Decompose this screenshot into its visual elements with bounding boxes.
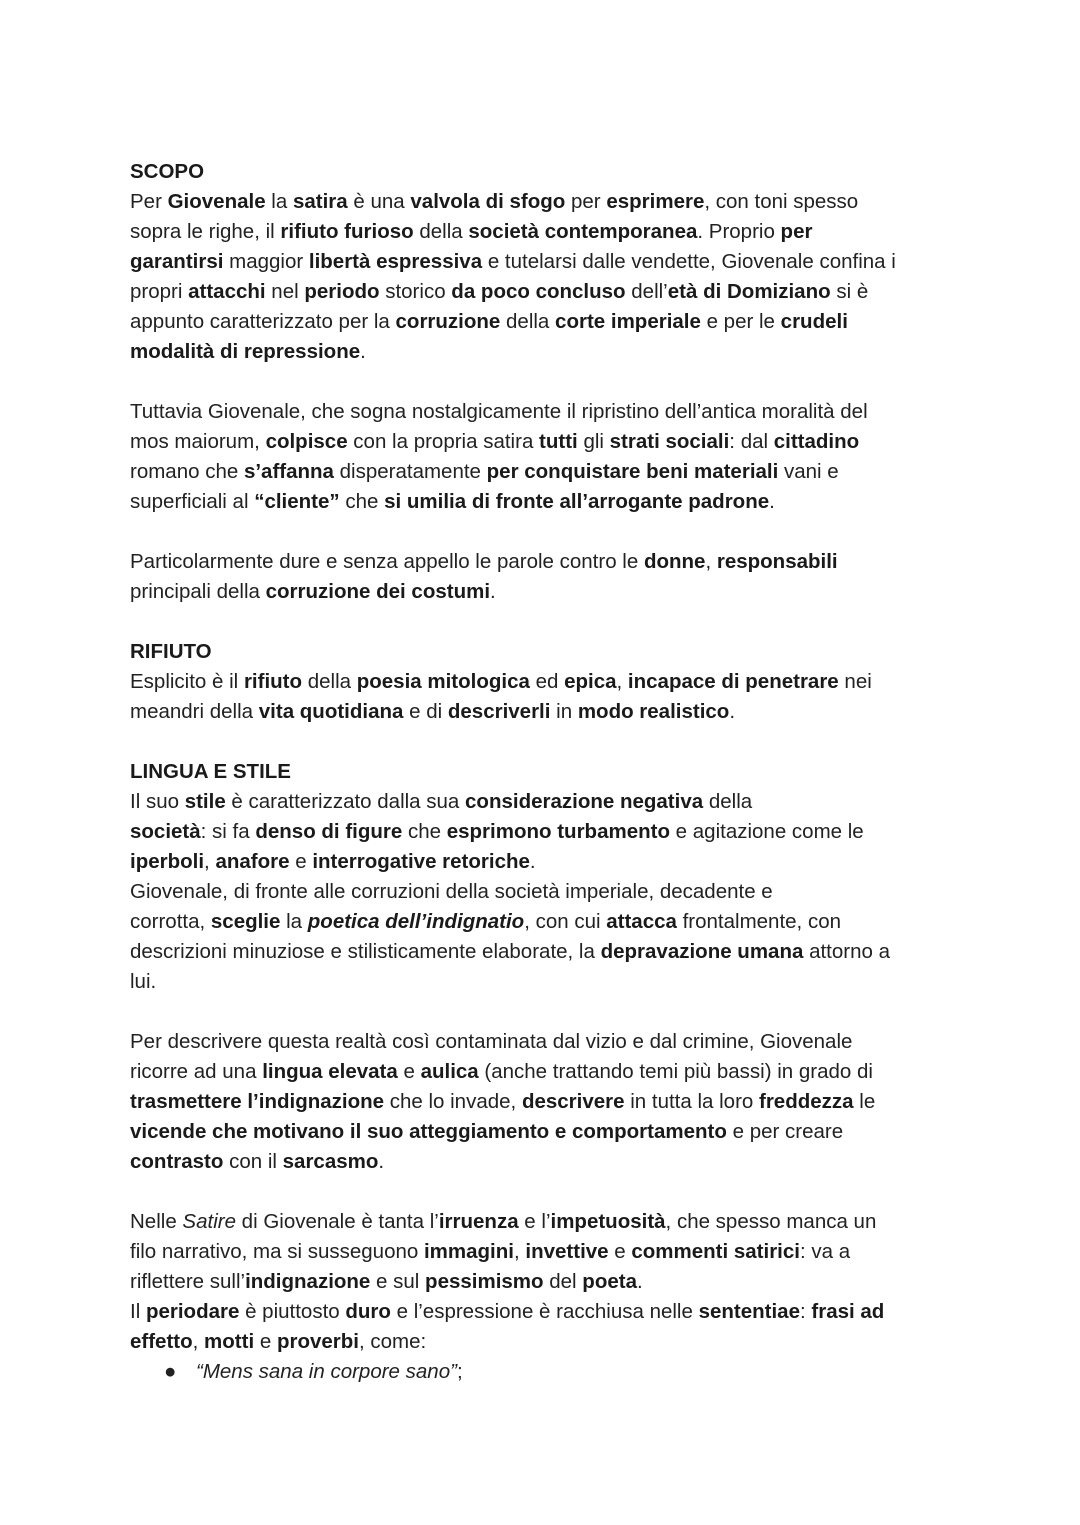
emphasis-text: “cliente” xyxy=(254,490,340,513)
section-heading-rifiuto: RIFIUTO xyxy=(130,640,212,663)
emphasis-text: frasi ad effetto xyxy=(130,1300,885,1353)
emphasis-text: Giovenale xyxy=(167,190,266,213)
list-item xyxy=(130,1357,960,1387)
emphasis-text: stile xyxy=(184,790,226,813)
emphasis-text: corruzione dei costumi xyxy=(265,580,491,603)
emphasis-text: attacca xyxy=(606,910,677,933)
emphasis-text: incapace di penetrare xyxy=(627,670,839,693)
paragraph: Tuttavia Giovenale, che sogna nostalgicamente il ripristino dell’antica moralità del mos maiorum, colpisce con la propria satira tutti gli strati sociali: dal cittadino romano che s’affanna disperatamente per conquistare beni materiali vani e superficiali al “cliente” che si umilia di fronte all’arrogante padrone. xyxy=(130,400,868,513)
paragraph: Particolarmente dure e senza appello le parole contro le donne, responsabili principali della corruzione dei costumi. xyxy=(130,550,838,603)
emphasis-text: descriverli xyxy=(447,700,551,723)
emphasis-text: trasmettere l’indignazione xyxy=(130,1090,385,1113)
emphasis-text: poeta xyxy=(582,1270,637,1293)
emphasis-text: cittadino xyxy=(773,430,860,453)
italic-text: Satire xyxy=(182,1210,236,1233)
paragraph: Nelle Satire di Giovenale è tanta l’irruenza e l’impetuosità, che spesso manca un filo narrativo, ma si susseguono immagini, invettive e commenti satirici: va a riflettere sull’indignazione e sul pessimismo del poeta. Il periodare è piuttosto duro e l’espressione è racchiusa nelle sententiae: frasi ad effetto, motti e proverbi, come: xyxy=(130,1210,885,1353)
emphasis-text: per garantirsi xyxy=(130,220,813,273)
emphasis-text: vicende che motivano il suo atteggiamento e comportamento xyxy=(130,1120,727,1143)
emphasis-text: considerazione negativa xyxy=(465,790,704,813)
paragraph-spacer xyxy=(130,517,960,547)
emphasis-text: corruzione xyxy=(395,310,501,333)
emphasis-text: freddezza xyxy=(759,1090,854,1113)
emphasis-text: vita quotidiana xyxy=(258,700,404,723)
emphasis-text: esprimere xyxy=(606,190,705,213)
emphasis-text: motti xyxy=(204,1330,255,1353)
paragraph-spacer xyxy=(130,727,960,757)
emphasis-text: corte imperiale xyxy=(555,310,701,333)
list-item-suffix: ; xyxy=(456,1360,463,1383)
emphasis-text: crudeli modalità di repressione xyxy=(130,310,848,363)
paragraph: Il suo stile è caratterizzato dalla sua considerazione negativa della società: si fa denso di figure che esprimono turbamento e agitazione come le iperboli, anafore e interrogative retoriche. Giovenale, di fronte alle corruzioni della società imperiale, decadente e corrotta, sceglie la poetica dell’indignatio, con cui attacca frontalmente, con descrizioni minuziose e stilisticamente elaborate, la depravazione umana attorno a lui. xyxy=(130,790,891,993)
emphasis-text: invettive xyxy=(525,1240,609,1263)
emphasis-text: sceglie xyxy=(210,910,281,933)
emphasis-text: satira xyxy=(292,190,348,213)
emphasis-text: rifiuto xyxy=(243,670,303,693)
emphasis-text: per conquistare beni materiali xyxy=(486,460,779,483)
paragraph: Per Giovenale la satira è una valvola di sfogo per esprimere, con toni spesso sopra le righe, il rifiuto furioso della società contemporanea. Proprio per garantirsi maggior libertà espressiva e tutelarsi dalle vendette, Giovenale confina i propri attacchi nel periodo storico da poco concluso dell’età di Domiziano si è appunto caratterizzato per la corruzione della corte imperiale e per le crudeli modalità di repressione. xyxy=(130,190,896,363)
bullet-list xyxy=(130,1357,960,1387)
emphasis-text: anafore xyxy=(215,850,290,873)
paragraph-spacer xyxy=(130,607,960,637)
emphasis-text: interrogative retoriche xyxy=(312,850,530,873)
emphasis-text: sententiae xyxy=(698,1300,800,1323)
emphasis-text: strati sociali xyxy=(609,430,730,453)
emphasis-text: sarcasmo xyxy=(282,1150,379,1173)
emphasis-text: duro xyxy=(345,1300,391,1323)
emphasis-text: poetica dell’indignatio xyxy=(307,910,525,933)
emphasis-text: proverbi xyxy=(276,1330,359,1353)
quote-text: “Mens sana in corpore sano” xyxy=(196,1360,457,1383)
emphasis-text: modo realistico xyxy=(577,700,730,723)
emphasis-text: da poco concluso xyxy=(451,280,626,303)
emphasis-text: libertà espressiva xyxy=(308,250,483,273)
paragraph-spacer xyxy=(130,997,960,1027)
emphasis-text: società contemporanea xyxy=(468,220,698,243)
emphasis-text: esprimono turbamento xyxy=(446,820,670,843)
emphasis-text: iperboli xyxy=(130,850,205,873)
emphasis-text: età di Domiziano xyxy=(667,280,831,303)
emphasis-text: depravazione umana xyxy=(600,940,804,963)
emphasis-text: lingua elevata xyxy=(262,1060,398,1083)
emphasis-text: denso di figure xyxy=(255,820,403,843)
emphasis-text: irruenza xyxy=(438,1210,519,1233)
emphasis-text: commenti satirici xyxy=(631,1240,800,1263)
section-heading-lingua-e-stile: LINGUA E STILE xyxy=(130,760,291,783)
emphasis-text: valvola di sfogo xyxy=(410,190,566,213)
emphasis-text: indignazione xyxy=(245,1270,371,1293)
emphasis-text: epica xyxy=(564,670,617,693)
emphasis-text: periodare xyxy=(145,1300,240,1323)
emphasis-text: rifiuto furioso xyxy=(280,220,414,243)
emphasis-text: aulica xyxy=(420,1060,479,1083)
paragraph-spacer xyxy=(130,367,960,397)
emphasis-text: contrasto xyxy=(130,1150,224,1173)
paragraph-spacer xyxy=(130,1177,960,1207)
emphasis-text: descrivere xyxy=(521,1090,625,1113)
document-page xyxy=(130,157,960,1387)
emphasis-text: si umilia di fronte all’arrogante padrone xyxy=(384,490,770,513)
emphasis-text: impetuosità xyxy=(550,1210,666,1233)
emphasis-text: colpisce xyxy=(265,430,348,453)
emphasis-text: donne xyxy=(643,550,706,573)
emphasis-text: poesia mitologica xyxy=(356,670,530,693)
emphasis-text: periodo xyxy=(304,280,380,303)
emphasis-text: attacchi xyxy=(188,280,266,303)
emphasis-text: responsabili xyxy=(716,550,838,573)
paragraph: Per descrivere questa realtà così contaminata dal vizio e dal crimine, Giovenale ricorre ad una lingua elevata e aulica (anche trattando temi più bassi) in grado di trasmettere l’indignazione che lo invade, descrivere in tutta la loro freddezza le vicende che motivano il suo atteggiamento e comportamento e per creare contrasto con il sarcasmo. xyxy=(130,1030,876,1173)
emphasis-text: società xyxy=(130,820,201,843)
emphasis-text: pessimismo xyxy=(425,1270,544,1293)
section-heading-scopo: SCOPO xyxy=(130,160,205,183)
bullet-icon: ● xyxy=(164,1360,177,1383)
emphasis-text: immagini xyxy=(423,1240,514,1263)
paragraph: Esplicito è il rifiuto della poesia mitologica ed epica, incapace di penetrare nei meandri della vita quotidiana e di descriverli in modo realistico. xyxy=(130,670,872,723)
emphasis-text: s’affanna xyxy=(243,460,334,483)
emphasis-text: tutti xyxy=(539,430,578,453)
